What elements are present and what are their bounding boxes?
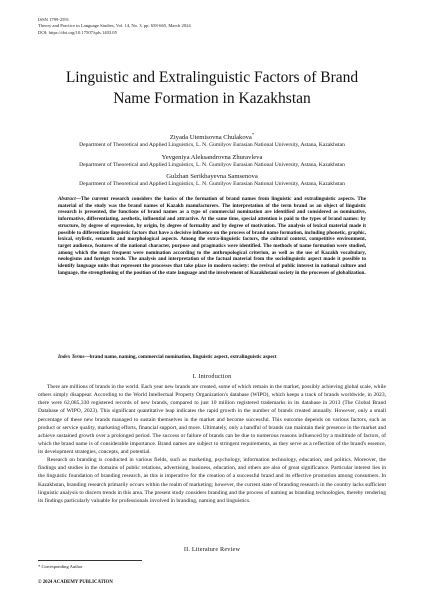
doi-line[interactable]: DOI: https://doi.org/10.17507/tpls.1403.05 xyxy=(38,29,117,35)
abstract-text: —The current research considers the basics of the formation of brand names from linguistic and extralinguistic aspects. The material of the study was the brand names of Kazakh manufacturers. The interpretation of the term brand as an object of linguistic research is presented, the functions of brand names as a type of commercial nomination are identified and considered as nominative, informative, differentiating, aesthetic, influential and attractive. At the same time, special attention is paid to the types of brand names: by structure, by degree of expression, by origin, by degree of formality and by degree of motivation. The analysis of lexical material made it possible to differentiate linguistic factors that have a decisive influence on the process of brand name formation, including phonetic, graphic, lexical, stylistic, semantic and morphological aspects. Among the extra-linguistic factors, the cultural context, competitive environment, target audience, features of the national character, purpose and pragmatics were identified. The methods of name formation were studied, among which the most frequent were nomination according to the anthropological criterion, as well as the use of Kazakh vocabulary, neologisms and foreign words. The analysis and interpretation of the factual material from the sociolinguistic aspect made it possible to identify language units that represent the processes that take place in modern society: the revival of public interest in national culture and language, the strengthening of the position of the state language and the involvement of Kazakhstani society in the processes of globalization. xyxy=(58,196,366,276)
paragraph-2: Research on branding is conducted in various fields, such as marketing, psychology, information technology, education, and politics. Moreover, the findings and studies in the domains of public relations, advertising, business, education, and others are also of great significance. Particular interest lies in the linguistic foundation of branding research, as this is imperative for the creation of a successful brand and its effective promotion among consumers. In Kazakhstan, branding research primarily occurs within the realm of marketing; however, the current state of branding research in the country lacks sufficient linguistic analysis to discern trends in this area. The present study considers branding and the process of naming as branding technologies, thereby rendering its findings particularly valuable for professionals involved in branding, naming and linguistics. xyxy=(38,457,386,504)
index-terms xyxy=(58,354,366,361)
author-affiliation-3: Department of Theoretical and Applied Linguistics, L. N. Gumilyov Eurasian National University, Astana, Kazakhstan xyxy=(79,181,345,187)
body-text xyxy=(38,383,386,505)
author-name-3: Gulzhan Serikbayevna Samsenova xyxy=(166,173,258,180)
author-block-3 xyxy=(38,172,386,188)
index-terms-lead: Index Terms xyxy=(58,354,85,360)
index-terms-text: —brand name, naming, commercial nomination, linguistic aspect, extralinguistic aspect xyxy=(84,354,277,360)
copyright-notice: © 2024 ACADEMY PUBLICATION xyxy=(38,580,113,585)
author-name-1: Ziyada Utemisovna Chulakova* xyxy=(169,131,255,141)
footnote-corresponding-author: * Corresponding Author xyxy=(38,564,83,569)
footnote-divider xyxy=(38,560,142,561)
author-block-2 xyxy=(38,153,386,169)
journal-header xyxy=(38,17,191,36)
section-heading-literature-review: II. Literature Review xyxy=(183,546,241,553)
journal-line: Theory and Practice in Language Studies, Vol. 14, No. 3, pp. 658-665, March 2024 xyxy=(38,23,191,29)
paragraph-1: There are millions of brands in the world. Each year new brands are created, some of which remain in the market, possibly achieving global scale, while others simply disappear. According to the World Intellectual Property Organization's database (WIPO), which keeps a track of brands worldwide, in 2023, there were 62,085,330 registered records of new brands, compared to just 10 million registered trademarks in its database in 2013 (The Global Brand Database of WIPO, 2023). This significant quantitative leap indicates the rapid growth in the number of brands created annually. However, only a small percentage of these new brands managed to sustain themselves in the market and become successful. This outcome depends on various factors, such as product or service quality, marketing efforts, financial support, and more. Ultimately, only a handful of brands can maintain their presence in the market and achieve sustained growth over a prolonged period. The success or failure of brands can be due to numerous reasons influenced by a multitude of factors, of which the brand name is of considerable importance. Brand names are subject to stringent requirements, as they serve as a reflection of the brand's essence, its development strategies, concepts, and potential. xyxy=(38,384,386,455)
paper-title: Linguistic and Extralinguistic Factors of Brand Name Formation in Kazakhstan xyxy=(65,69,359,107)
author-affiliation-2: Department of Theoretical and Applied Linguistics, L. N. Gumilyov Eurasian National University, Astana, Kazakhstan xyxy=(79,162,345,168)
abstract xyxy=(58,196,366,277)
author-block-1 xyxy=(38,133,386,149)
section-heading-introduction: I. Introduction xyxy=(192,373,232,380)
corresponding-mark: * xyxy=(251,131,255,137)
author-name-2: Yevgeniya Aleksandrovna Zhuravleva xyxy=(161,154,263,161)
author-affiliation-1: Department of Theoretical and Applied Linguistics, L. N. Gumilyov Eurasian National University, Astana, Kazakhstan xyxy=(79,142,345,148)
issn-line: ISSN 1799-2591 xyxy=(38,17,70,22)
abstract-lead: Abstract xyxy=(58,196,76,202)
